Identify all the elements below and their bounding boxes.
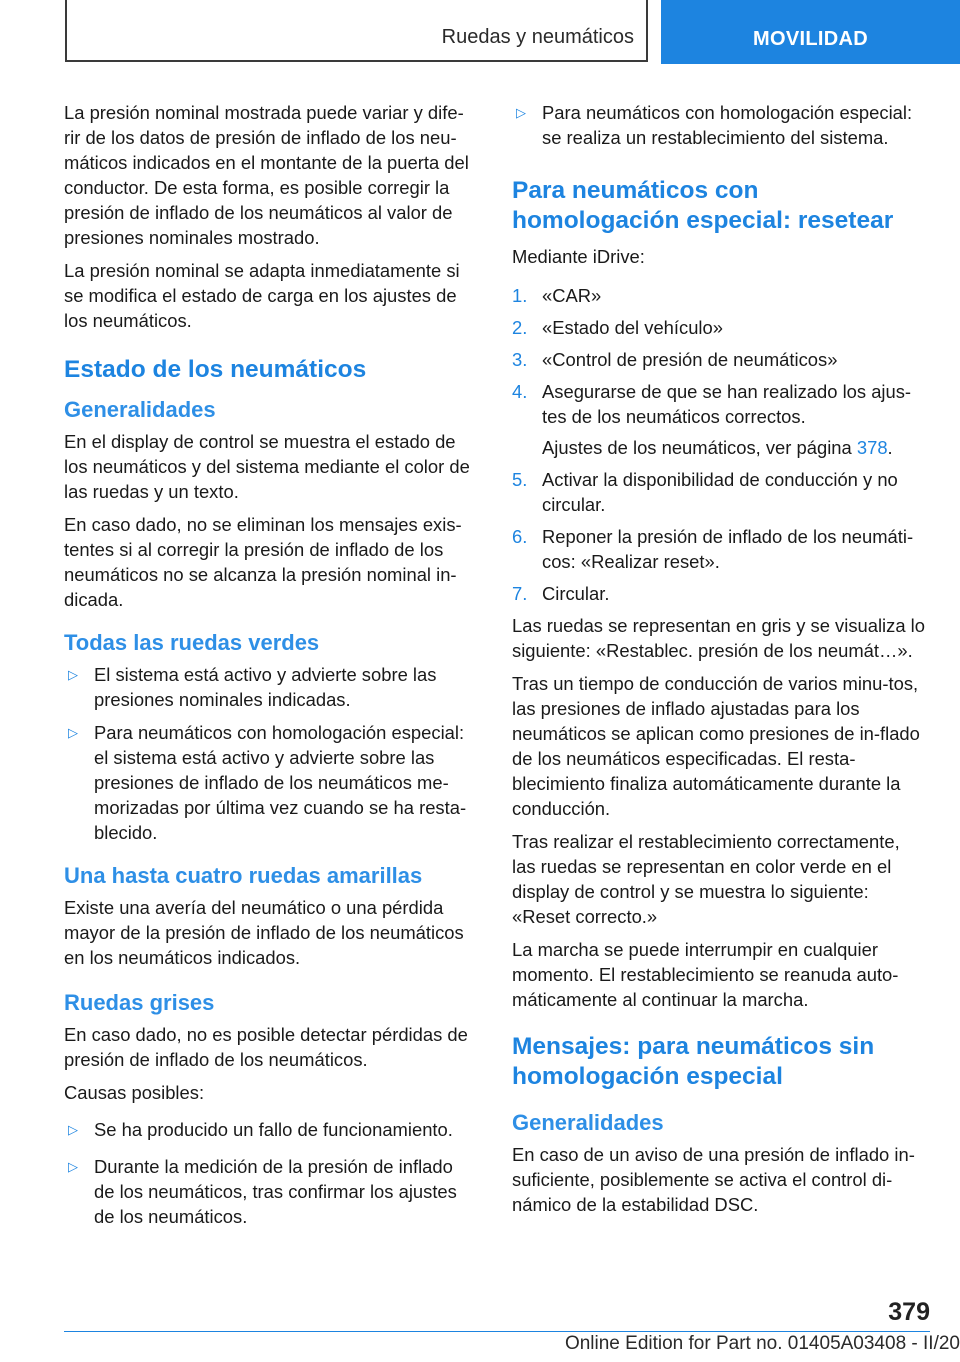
list-item-text: Para neumáticos con homologación especial: se realiza un restablecimiento del sistema. bbox=[542, 102, 913, 148]
numbered-steps bbox=[512, 283, 928, 606]
paragraph: La presión nominal se adapta inmediatamente si se modifica el estado de carga en los ajustes de los neumáticos. bbox=[64, 260, 460, 331]
step-number: 6. bbox=[512, 526, 528, 547]
step-note: Ajustes de los neumáticos, ver página 378. bbox=[542, 437, 893, 458]
bullet-list bbox=[64, 1117, 478, 1229]
right-column bbox=[512, 100, 928, 1225]
step-text: Circular. bbox=[542, 583, 610, 604]
list-item bbox=[64, 1117, 478, 1142]
list-item bbox=[64, 720, 478, 845]
step-number: 3. bbox=[512, 349, 528, 370]
paragraph: En caso dado, no se eliminan los mensajes exis-tentes si al corregir la presión de inflado de los neumáticos no se alcanza la presión nominal in-dicada. bbox=[64, 514, 462, 610]
paragraph: La presión nominal mostrada puede variar y dife-rir de los datos de presión de inflado de los neu-máticos indicados en el montante de la puerta del conductor. De esta forma, es posible corregir la presión de inflado de los neumáticos al valor de presiones nominales mostrado. bbox=[64, 102, 469, 248]
step-number: 5. bbox=[512, 469, 528, 490]
step-item bbox=[512, 524, 928, 574]
subsection-heading: Todas las ruedas verdes bbox=[64, 630, 320, 655]
step-item bbox=[512, 347, 928, 372]
list-item-text: El sistema está activo y advierte sobre las presiones nominales indicadas. bbox=[94, 664, 437, 710]
list-item-text: Para neumáticos con homologación especial: el sistema está activo y advierte sobre las presiones de inflado de los neumáticos me-morizadas por última vez cuando se ha resta-blecido. bbox=[94, 722, 467, 843]
triangle-right-icon: ▷ bbox=[68, 1159, 78, 1174]
step-item bbox=[512, 283, 928, 308]
subsection-heading: Generalidades bbox=[512, 1110, 664, 1135]
paragraph: Causas posibles: bbox=[64, 1082, 205, 1103]
list-item-text: Se ha producido un fallo de funcionamiento. bbox=[94, 1119, 453, 1140]
footer-edition: Online Edition for Part no. 01405A03408 - II/20 bbox=[564, 1333, 960, 1354]
chapter-tab bbox=[661, 0, 960, 64]
paragraph: En el display de control se muestra el estado de los neumáticos y del sistema mediante el color de las ruedas y un texto. bbox=[64, 431, 470, 502]
paragraph: Tras realizar el restablecimiento correctamente, las ruedas se representan en color verde en el display de control y se muestra lo siguiente: «Reset correcto.» bbox=[512, 831, 900, 927]
subsection-heading: Ruedas grises bbox=[64, 990, 215, 1015]
paragraph: En caso dado, no es posible detectar pérdidas de presión de inflado de los neumáticos. bbox=[64, 1024, 468, 1070]
page-reference-link[interactable]: 378 bbox=[856, 437, 888, 458]
paragraph: Tras un tiempo de conducción de varios minu-tos, las presiones de inflado ajustadas para los neumáticos se aplican como presiones de in-flado de los neumáticos especificadas. El resta-blecimiento finaliza automáticamente durante la conducción. bbox=[512, 673, 920, 819]
step-item bbox=[512, 315, 928, 340]
step-number: 4. bbox=[512, 381, 528, 402]
paragraph: Existe una avería del neumático o una pérdida mayor de la presión de inflado de los neumáticos en los neumáticos indicados. bbox=[64, 897, 464, 968]
step-text: «Control de presión de neumáticos» bbox=[542, 349, 838, 370]
step-item bbox=[512, 581, 928, 606]
footer-divider bbox=[64, 1331, 930, 1332]
step-text: Asegurarse de que se han realizado los ajus-tes de los neumáticos correctos. bbox=[542, 381, 912, 427]
step-item bbox=[512, 467, 928, 517]
triangle-right-icon: ▷ bbox=[68, 1122, 78, 1137]
step-item bbox=[512, 379, 928, 460]
page-header bbox=[0, 0, 960, 66]
section-title: Ruedas y neumáticos bbox=[441, 25, 634, 48]
paragraph: Mediante iDrive: bbox=[512, 246, 645, 267]
section-heading: Mensajes: para neumáticos sin homologación especial bbox=[512, 1033, 875, 1090]
step-text: «Estado del vehículo» bbox=[542, 317, 723, 338]
step-number: 7. bbox=[512, 583, 528, 604]
list-item bbox=[64, 1154, 478, 1229]
triangle-right-icon: ▷ bbox=[516, 105, 526, 120]
subsection-heading: Generalidades bbox=[64, 397, 216, 422]
triangle-right-icon: ▷ bbox=[68, 667, 78, 682]
list-item bbox=[512, 100, 928, 150]
subsection-heading: Una hasta cuatro ruedas amarillas bbox=[64, 863, 423, 888]
list-item bbox=[64, 662, 478, 712]
cross-reference-text: Ajustes de los neumáticos, ver página bbox=[542, 437, 857, 458]
step-text: Reponer la presión de inflado de los neumáti-cos: «Realizar reset». bbox=[542, 526, 914, 572]
bullet-list bbox=[64, 662, 478, 845]
left-column bbox=[64, 100, 478, 1237]
step-number: 1. bbox=[512, 285, 528, 306]
step-number: 2. bbox=[512, 317, 528, 338]
step-text: «CAR» bbox=[542, 285, 602, 306]
list-item-text: Durante la medición de la presión de inflado de los neumáticos, tras confirmar los ajustes de los neumáticos. bbox=[94, 1156, 457, 1227]
step-text: Activar la disponibilidad de conducción y no circular. bbox=[542, 469, 898, 515]
page-number: 379 bbox=[888, 1298, 930, 1326]
bullet-list bbox=[512, 100, 928, 150]
section-tab bbox=[65, 0, 648, 62]
paragraph: En caso de un aviso de una presión de inflado in-suficiente, posiblemente se activa el control di-námico de la estabilidad DSC. bbox=[512, 1144, 915, 1215]
section-heading: Para neumáticos con homologación especial: resetear bbox=[512, 177, 894, 234]
paragraph: La marcha se puede interrumpir en cualquier momento. El restablecimiento se reanuda auto-máticamente al continuar la marcha. bbox=[512, 939, 899, 1010]
triangle-right-icon: ▷ bbox=[68, 725, 78, 740]
paragraph: Las ruedas se representan en gris y se visualiza lo siguiente: «Restablec. presión de los neumát…». bbox=[512, 615, 925, 661]
section-heading: Estado de los neumáticos bbox=[64, 356, 367, 383]
chapter-title: MOVILIDAD bbox=[753, 27, 868, 50]
